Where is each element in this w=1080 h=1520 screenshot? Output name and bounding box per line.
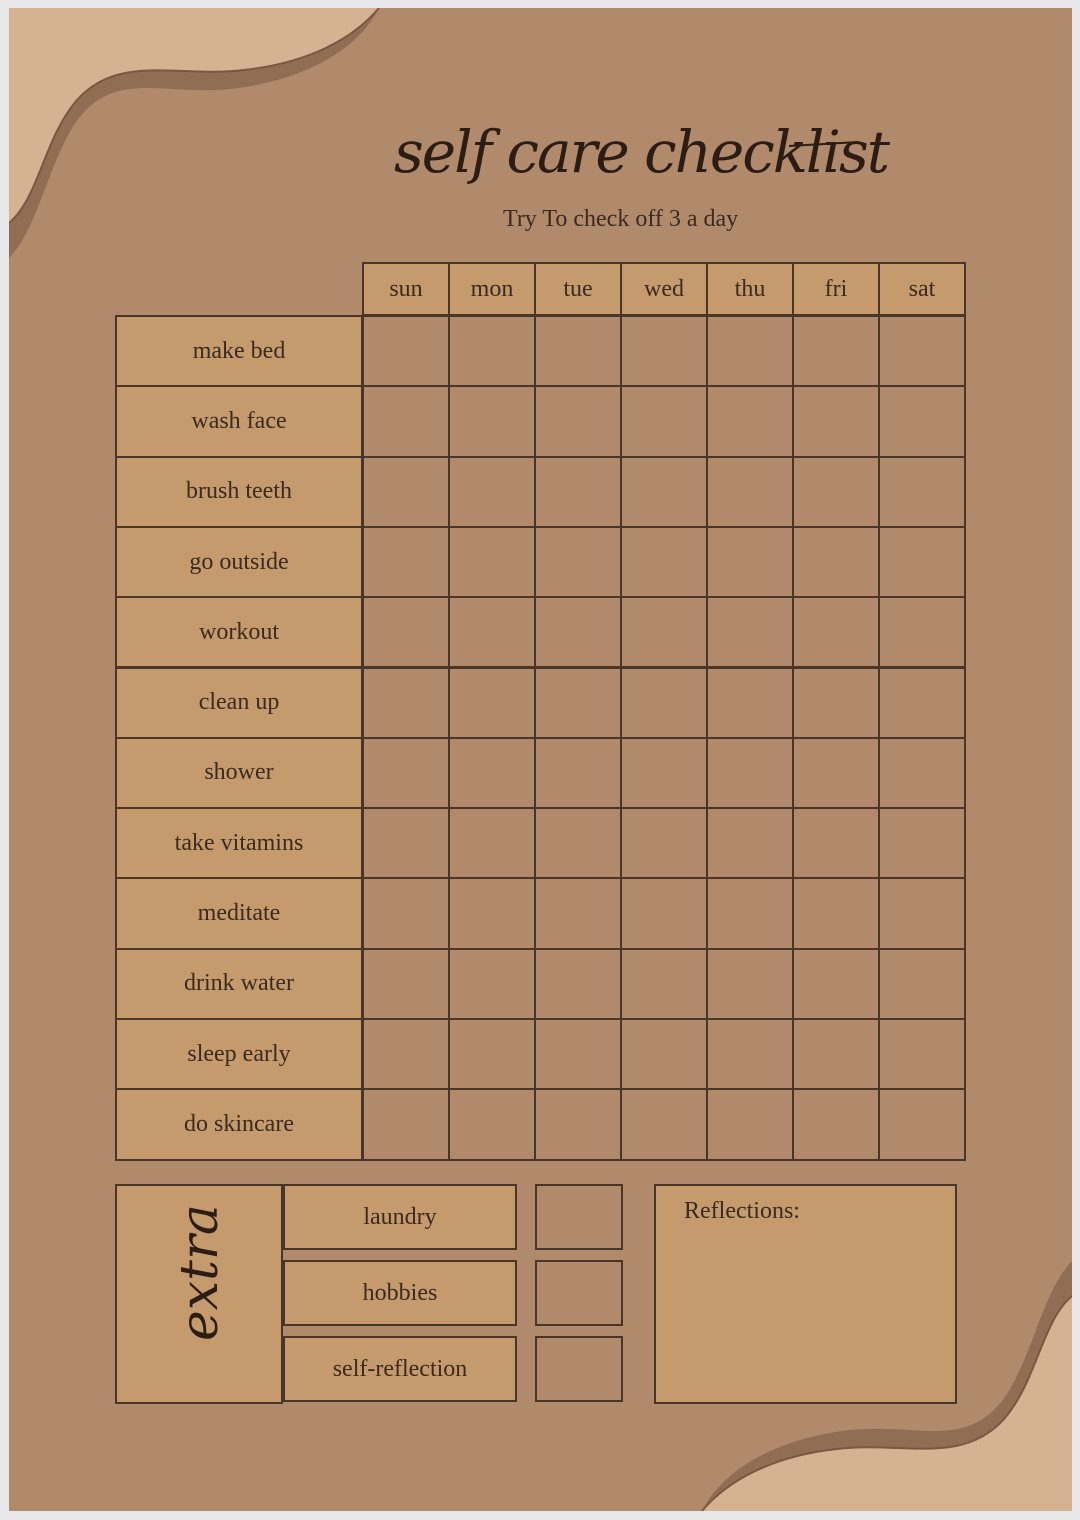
checkbox-cell-mon[interactable] [448, 385, 536, 457]
extra-item-label: self-reflection [283, 1336, 517, 1402]
extra-item-checkbox[interactable] [535, 1184, 623, 1250]
task-label: do skincare [115, 1088, 363, 1160]
checkbox-cell-tue[interactable] [534, 877, 622, 949]
checkbox-cell-sat[interactable] [878, 807, 966, 879]
checkbox-cell-sat[interactable] [878, 315, 966, 387]
checkbox-cell-tue[interactable] [534, 385, 622, 457]
checkbox-cell-wed[interactable] [620, 667, 708, 739]
checkbox-cell-thu[interactable] [706, 807, 794, 879]
checkbox-cell-sun[interactable] [362, 877, 450, 949]
checkbox-cell-fri[interactable] [792, 315, 880, 387]
checkbox-cell-mon[interactable] [448, 596, 536, 668]
day-header-tue: tue [534, 262, 622, 316]
checkbox-cell-sat[interactable] [878, 526, 966, 598]
checkbox-cell-fri[interactable] [792, 456, 880, 528]
checkbox-cell-tue[interactable] [534, 456, 622, 528]
checkbox-cell-sun[interactable] [362, 1018, 450, 1090]
checkbox-cell-sat[interactable] [878, 737, 966, 809]
checkbox-cell-sat[interactable] [878, 948, 966, 1020]
extra-heading: extra [170, 1204, 230, 1341]
checkbox-cell-tue[interactable] [534, 315, 622, 387]
extra-item-label: hobbies [283, 1260, 517, 1326]
day-header-mon: mon [448, 262, 536, 316]
checkbox-cell-sun[interactable] [362, 667, 450, 739]
task-label: make bed [115, 315, 363, 387]
checkbox-cell-sun[interactable] [362, 456, 450, 528]
checkbox-cell-sat[interactable] [878, 456, 966, 528]
checkbox-cell-sat[interactable] [878, 385, 966, 457]
checkbox-cell-sun[interactable] [362, 948, 450, 1020]
checkbox-cell-tue[interactable] [534, 1088, 622, 1160]
checkbox-cell-sun[interactable] [362, 385, 450, 457]
checkbox-cell-thu[interactable] [706, 737, 794, 809]
checkbox-cell-thu[interactable] [706, 1018, 794, 1090]
checkbox-cell-thu[interactable] [706, 596, 794, 668]
checkbox-cell-wed[interactable] [620, 385, 708, 457]
checkbox-cell-sun[interactable] [362, 807, 450, 879]
task-label: workout [115, 596, 363, 668]
task-label: drink water [115, 948, 363, 1020]
checkbox-cell-tue[interactable] [534, 807, 622, 879]
checkbox-cell-thu[interactable] [706, 877, 794, 949]
checkbox-cell-wed[interactable] [620, 596, 708, 668]
checkbox-cell-wed[interactable] [620, 948, 708, 1020]
checkbox-cell-thu[interactable] [706, 385, 794, 457]
day-header-sun: sun [362, 262, 450, 316]
checkbox-cell-tue[interactable] [534, 596, 622, 668]
checkbox-cell-sat[interactable] [878, 596, 966, 668]
reflections-label: Reflections: [684, 1198, 800, 1224]
checkbox-cell-wed[interactable] [620, 315, 708, 387]
checkbox-cell-tue[interactable] [534, 1018, 622, 1090]
checkbox-cell-fri[interactable] [792, 948, 880, 1020]
checkbox-cell-fri[interactable] [792, 385, 880, 457]
checkbox-cell-fri[interactable] [792, 526, 880, 598]
checkbox-cell-fri[interactable] [792, 1018, 880, 1090]
checkbox-cell-mon[interactable] [448, 526, 536, 598]
task-label: wash face [115, 385, 363, 457]
checkbox-cell-thu[interactable] [706, 667, 794, 739]
checkbox-cell-wed[interactable] [620, 526, 708, 598]
extra-item-label: laundry [283, 1184, 517, 1250]
checkbox-cell-tue[interactable] [534, 667, 622, 739]
checkbox-cell-wed[interactable] [620, 877, 708, 949]
checkbox-cell-thu[interactable] [706, 315, 794, 387]
checkbox-cell-sun[interactable] [362, 526, 450, 598]
checkbox-cell-mon[interactable] [448, 737, 536, 809]
task-label: meditate [115, 877, 363, 949]
page-subtitle: Try To check off 3 a day [503, 206, 739, 232]
checkbox-cell-mon[interactable] [448, 315, 536, 387]
checkbox-cell-mon[interactable] [448, 1088, 536, 1160]
checkbox-cell-fri[interactable] [792, 596, 880, 668]
task-label: take vitamins [115, 807, 363, 879]
task-label: clean up [115, 667, 363, 739]
checkbox-cell-sat[interactable] [878, 1018, 966, 1090]
checkbox-cell-sun[interactable] [362, 1088, 450, 1160]
checkbox-cell-sat[interactable] [878, 1088, 966, 1160]
checkbox-cell-mon[interactable] [448, 667, 536, 739]
checkbox-cell-tue[interactable] [534, 526, 622, 598]
extra-heading-box [115, 1184, 283, 1404]
extra-item-checkbox[interactable] [535, 1336, 623, 1402]
checkbox-cell-mon[interactable] [448, 807, 536, 879]
checkbox-cell-fri[interactable] [792, 1088, 880, 1160]
checkbox-cell-mon[interactable] [448, 456, 536, 528]
checkbox-cell-wed[interactable] [620, 1088, 708, 1160]
checkbox-cell-wed[interactable] [620, 737, 708, 809]
reflections-box[interactable] [654, 1184, 957, 1404]
task-label: brush teeth [115, 456, 363, 528]
day-header-thu: thu [706, 262, 794, 316]
checkbox-cell-thu[interactable] [706, 948, 794, 1020]
task-label: go outside [115, 526, 363, 598]
day-header-wed: wed [620, 262, 708, 316]
checkbox-cell-sat[interactable] [878, 877, 966, 949]
day-header-fri: fri [792, 262, 880, 316]
checkbox-cell-thu[interactable] [706, 456, 794, 528]
checkbox-cell-mon[interactable] [448, 877, 536, 949]
checkbox-cell-sat[interactable] [878, 667, 966, 739]
day-header-sat: sat [878, 262, 966, 316]
checkbox-cell-fri[interactable] [792, 667, 880, 739]
checkbox-cell-fri[interactable] [792, 807, 880, 879]
wave-decoration-top-left [9, 8, 389, 288]
checklist-sheet [9, 8, 1072, 1511]
task-label: shower [115, 737, 363, 809]
checkbox-cell-fri[interactable] [792, 877, 880, 949]
checkbox-cell-sun[interactable] [362, 596, 450, 668]
checkbox-cell-sun[interactable] [362, 315, 450, 387]
checkbox-cell-thu[interactable] [706, 526, 794, 598]
checkbox-cell-fri[interactable] [792, 737, 880, 809]
checkbox-cell-sun[interactable] [362, 737, 450, 809]
extra-item-checkbox[interactable] [535, 1260, 623, 1326]
checkbox-cell-wed[interactable] [620, 1018, 708, 1090]
checkbox-cell-tue[interactable] [534, 948, 622, 1020]
checkbox-cell-wed[interactable] [620, 456, 708, 528]
checkbox-cell-mon[interactable] [448, 948, 536, 1020]
checkbox-cell-mon[interactable] [448, 1018, 536, 1090]
checkbox-cell-tue[interactable] [534, 737, 622, 809]
checkbox-cell-wed[interactable] [620, 807, 708, 879]
checkbox-cell-thu[interactable] [706, 1088, 794, 1160]
page-title: self care checklist [394, 118, 889, 186]
task-label: sleep early [115, 1018, 363, 1090]
